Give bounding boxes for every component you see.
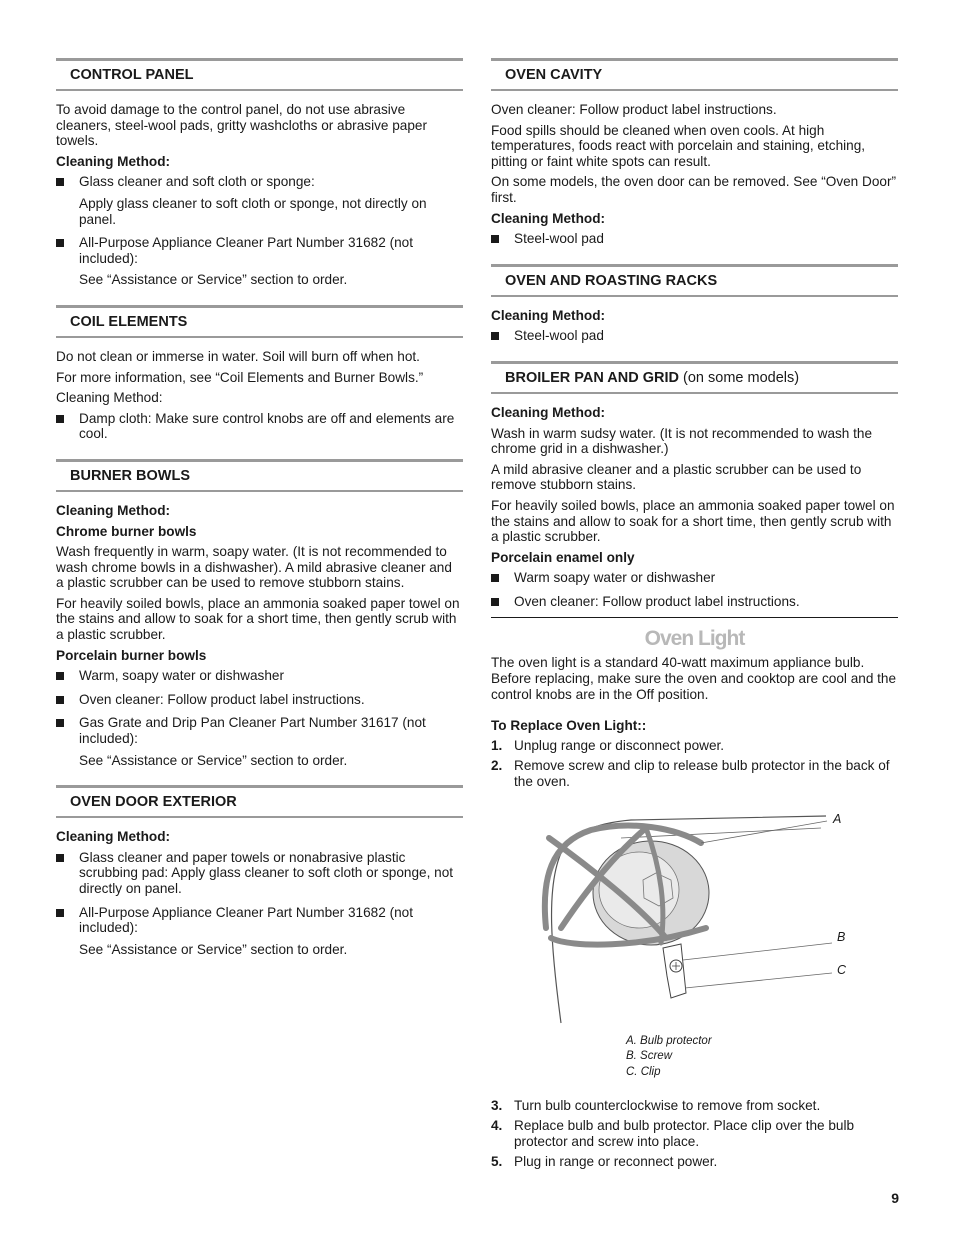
step-number: 5. <box>491 1154 503 1170</box>
callout-c-label: C <box>837 962 847 977</box>
broiler-heading-suffix: (on some models) <box>683 369 800 386</box>
burner-bowls-list <box>56 668 463 746</box>
oven-cavity-p1: Oven cleaner: Follow product label instructions. <box>491 102 777 117</box>
broiler-p2: A mild abrasive cleaner and a plastic scrubber can be used to remove stubborn stains. <box>491 461 862 493</box>
left-column <box>56 58 463 965</box>
list-item: Glass cleaner and paper towels or nonabrasive plastic scrubbing pad: Apply glass cleaner to soft cloth or sponge, not directly on panel. <box>56 850 463 897</box>
steps-list-b <box>491 1098 898 1170</box>
step-text: Turn bulb counterclockwise to remove from socket. <box>514 1097 821 1113</box>
oven-cavity-method-label: Cleaning Method: <box>491 210 606 226</box>
oven-door-item2-note: See “Assistance or Service” section to order. <box>79 941 348 957</box>
oven-door-method-label: Cleaning Method: <box>56 829 171 845</box>
control-panel-heading: CONTROL PANEL <box>56 58 463 91</box>
burner-bowls-item3-note: See “Assistance or Service” section to order. <box>79 752 348 768</box>
oven-light-title: Oven Light <box>491 617 898 651</box>
callout-b-label: B <box>837 929 846 944</box>
burner-bowls-method-label: Cleaning Method: <box>56 502 171 518</box>
replace-oven-light-subhead: To Replace Oven Light:: <box>491 718 647 734</box>
list-item: Oven cleaner: Follow product label instructions. <box>491 594 898 610</box>
coil-elements-method-label: Cleaning Method: <box>56 390 163 406</box>
racks-method-label: Cleaning Method: <box>491 307 606 323</box>
callout-a-label: A <box>833 811 842 826</box>
page-number: 9 <box>891 1190 899 1206</box>
control-panel-item2-note: See “Assistance or Service” section to order. <box>79 272 348 288</box>
legend-screw: B. Screw <box>626 1050 673 1063</box>
step-item <box>491 1154 898 1170</box>
control-panel-list <box>56 174 463 190</box>
coil-elements-p1: Do not clean or immerse in water. Soil will burn off when hot. <box>56 348 420 364</box>
oven-light-intro: The oven light is a standard 40-watt maximum appliance bulb. Before replacing, make sure the oven and cooktop are cool and the control knobs are in the Off position. <box>491 655 897 702</box>
step-text: Plug in range or reconnect power. <box>514 1154 718 1170</box>
burner-bowls-heading: BURNER BOWLS <box>56 459 463 492</box>
porcelain-enamel-label: Porcelain enamel only <box>491 549 635 565</box>
racks-list <box>491 328 898 344</box>
broiler-heading <box>491 361 898 394</box>
burner-bowls-p1: Wash frequently in warm, soapy water. (It is not recommended to wash chrome bowls in a dishwasher). A mild abrasive cleaner and a plastic scrubber can be used to remove stubborn stains. <box>56 544 452 591</box>
coil-elements-p2: For more information, see “Coil Elements and Burner Bowls.” <box>56 369 424 385</box>
racks-heading: OVEN AND ROASTING RACKS <box>491 264 898 297</box>
right-column <box>491 58 898 1175</box>
porcelain-burner-bowls-label: Porcelain burner bowls <box>56 647 207 663</box>
chrome-burner-bowls-label: Chrome burner bowls <box>56 523 197 539</box>
figure-legend <box>626 1034 712 1081</box>
list-item: Gas Grate and Drip Pan Cleaner Part Number 31617 (not included): <box>56 715 463 746</box>
oven-door-exterior-heading: OVEN DOOR EXTERIOR <box>56 785 463 818</box>
control-panel-intro: To avoid damage to the control panel, do not use abrasive cleaners, steel-wool pads, gritty washcloths or abrasive paper towels. <box>56 102 427 149</box>
broiler-heading-main: BROILER PAN AND GRID <box>505 369 679 386</box>
broiler-list <box>491 570 898 609</box>
broiler-p1: Wash in warm sudsy water. (It is not recommended to wash the chrome grid in a dishwasher.) <box>491 425 873 457</box>
oven-door-list <box>56 850 463 936</box>
legend-bulb-protector: A. Bulb protector <box>626 1034 712 1047</box>
step-number: 2. <box>491 758 503 774</box>
list-item: Oven cleaner: Follow product label instructions. <box>56 692 463 708</box>
list-item: Steel-wool pad <box>491 328 898 344</box>
coil-elements-list <box>56 411 463 442</box>
oven-cavity-heading: OVEN CAVITY <box>491 58 898 91</box>
step-number: 3. <box>491 1097 503 1113</box>
step-number: 1. <box>491 737 503 753</box>
control-panel-item1-note: Apply glass cleaner to soft cloth or sponge, not directly on panel. <box>79 195 427 227</box>
list-item: All-Purpose Appliance Cleaner Part Number 31682 (not included): <box>56 235 463 266</box>
list-item: Warm, soapy water or dishwasher <box>56 668 463 684</box>
oven-cavity-p2: Food spills should be cleaned when oven cools. At high temperatures, foods react with porcelain and staining, etching, pitting or faint white spots can result. <box>491 122 866 169</box>
burner-bowls-p2: For heavily soiled bowls, place an ammonia soaked paper towel on the stains and allow to soak for a short time, then gently scrub with a plastic scrubber. <box>56 595 460 643</box>
step-item <box>491 1118 898 1149</box>
step-item <box>491 1098 898 1114</box>
control-panel-method-label: Cleaning Method: <box>56 153 171 169</box>
list-item: All-Purpose Appliance Cleaner Part Number 31682 (not included): <box>56 905 463 936</box>
step-text: Unplug range or disconnect power. <box>514 737 725 753</box>
oven-cavity-list <box>491 231 898 247</box>
broiler-method-label: Cleaning Method: <box>491 404 606 420</box>
step-text: Replace bulb and bulb protector. Place clip over the bulb protector and screw into place. <box>514 1118 855 1149</box>
legend-clip: C. Clip <box>626 1066 661 1079</box>
list-item: Warm soapy water or dishwasher <box>491 570 898 586</box>
bulb-protector-figure <box>491 798 898 1098</box>
list-item: Glass cleaner and soft cloth or sponge: <box>56 174 463 190</box>
list-item: Damp cloth: Make sure control knobs are off and elements are cool. <box>56 411 463 442</box>
step-item <box>491 758 898 789</box>
broiler-p3: For heavily soiled bowls, place an ammonia soaked paper towel on the stains and allow to soak for a short time, then gently scrub with a plastic scrubber. <box>491 497 895 545</box>
step-number: 4. <box>491 1118 503 1134</box>
step-text: Remove screw and clip to release bulb protector in the back of the oven. <box>514 758 890 790</box>
steps-list-a <box>491 738 898 790</box>
step-item <box>491 738 898 754</box>
list-item: Steel-wool pad <box>491 231 898 247</box>
control-panel-list-2 <box>56 235 463 266</box>
coil-elements-heading: COIL ELEMENTS <box>56 305 463 338</box>
oven-cavity-p3: On some models, the oven door can be removed. See “Oven Door” first. <box>491 174 896 205</box>
